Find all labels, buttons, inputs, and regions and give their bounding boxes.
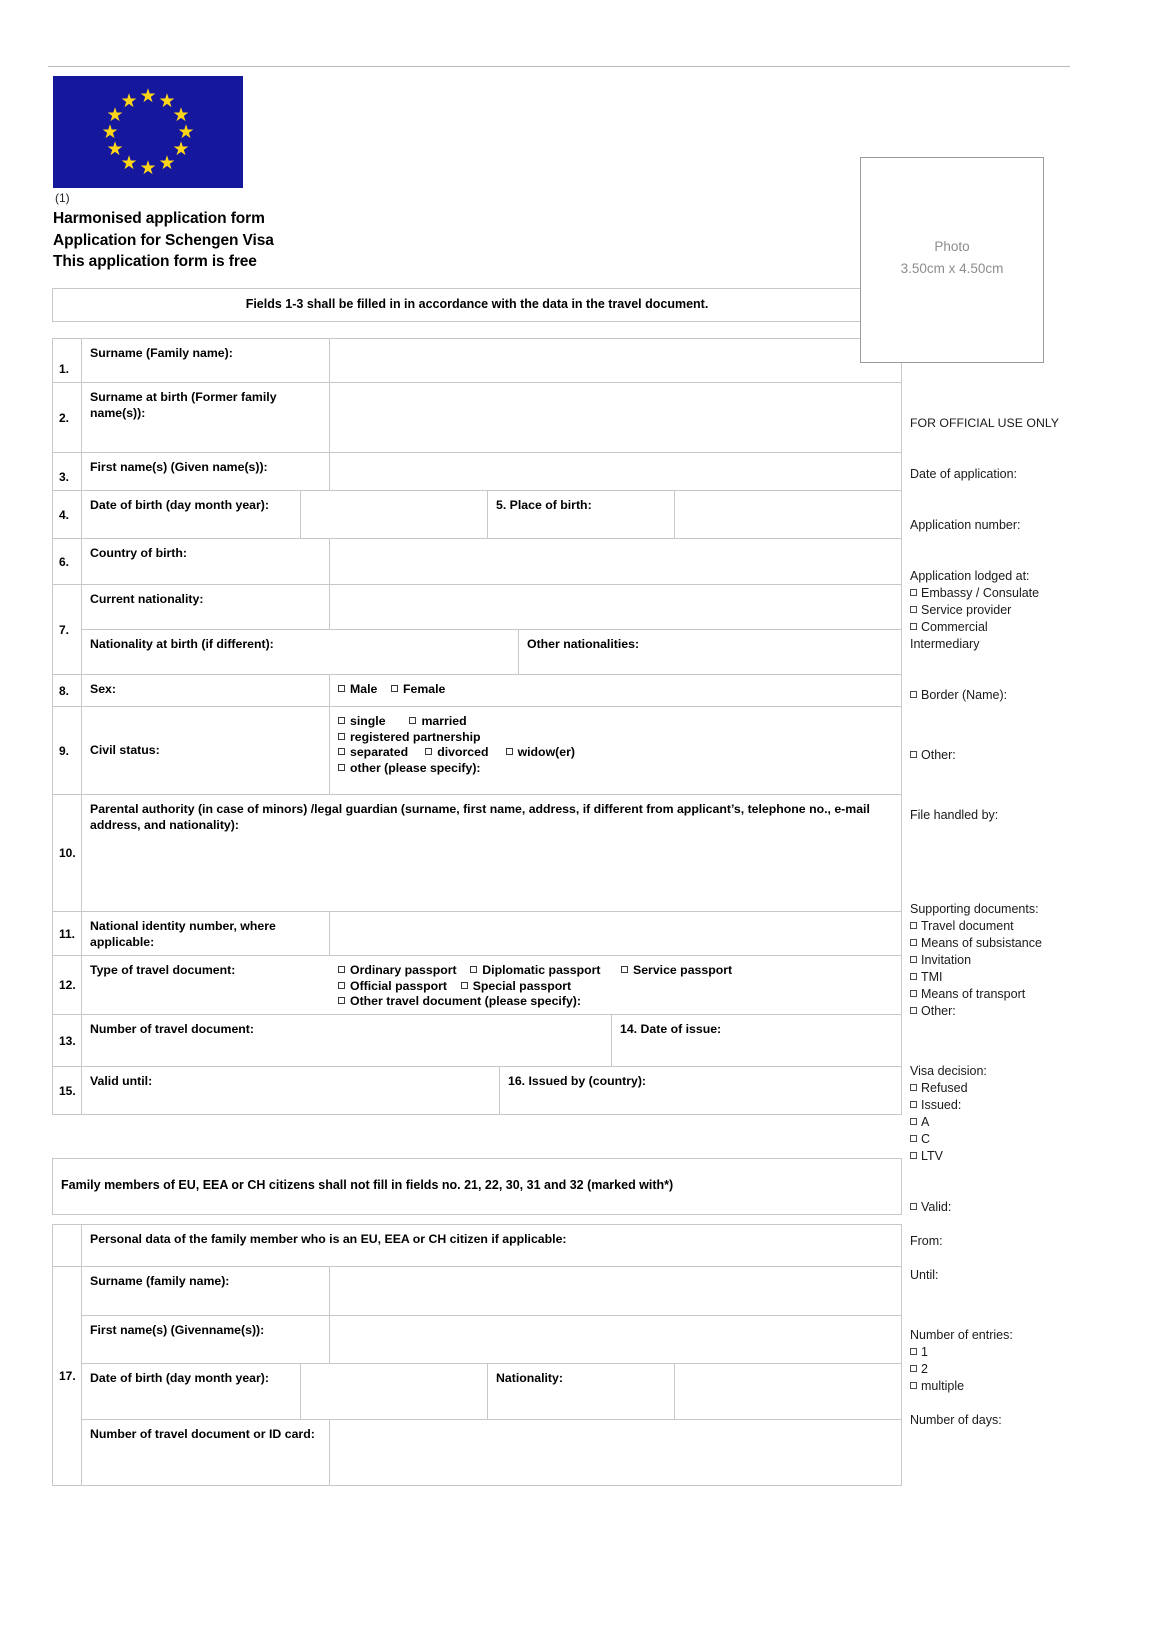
field-17-firstname-label: First name(s) (Givenname(s)): (82, 1316, 330, 1363)
checkbox-official-other[interactable] (910, 747, 1095, 764)
field-17-firstname-input[interactable] (330, 1316, 901, 1363)
official-use-title: FOR OFFICIAL USE ONLY (910, 416, 1059, 430)
checkbox-sd-travel-document[interactable] (910, 918, 1095, 935)
official-use-column (910, 415, 1095, 1429)
field-6-input[interactable] (330, 539, 901, 584)
field-12-options (330, 956, 901, 1014)
checkbox-sex-female-label: Female (403, 682, 446, 696)
checkbox-civil-other[interactable] (338, 761, 481, 777)
checkbox-civil-widow[interactable] (506, 745, 575, 761)
field-row-9-civil-status (52, 706, 902, 794)
field-9-options-line3 (338, 745, 901, 761)
field-17-surname-row (82, 1267, 901, 1315)
checkbox-icon (425, 748, 432, 755)
checkbox-sd-tmi[interactable] (910, 969, 1095, 986)
checkbox-icon (506, 748, 513, 755)
checkbox-civil-other-label: other (please specify): (350, 760, 481, 775)
field-17-docnum-label: Number of travel document or ID card: (82, 1420, 330, 1485)
checkbox-doc-diplomatic-label: Diplomatic passport (482, 963, 601, 977)
field-9-options-line1 (338, 714, 901, 730)
field-3-input[interactable] (330, 453, 901, 490)
field-17-dob-label: Date of birth (day month year): (82, 1364, 301, 1419)
checkbox-icon (910, 589, 917, 596)
photo-placeholder-text (861, 236, 1043, 280)
checkbox-civil-divorced-label: divorced (437, 745, 489, 759)
checkbox-icon (338, 997, 345, 1004)
field-7-stack (82, 585, 901, 674)
official-visa-decision-label: Visa decision: (910, 1064, 987, 1078)
field-7-current-label: Current nationality: (82, 585, 330, 629)
checkbox-lodged-service-label: Service provider (921, 603, 1012, 617)
checkbox-vd-refused[interactable] (910, 1080, 1095, 1097)
field-row-4-5-birth (52, 490, 902, 538)
field-5-input[interactable] (675, 491, 901, 538)
checkbox-vd-c-label: C (921, 1132, 931, 1146)
checkbox-icon (338, 764, 345, 771)
checkbox-icon (338, 733, 345, 740)
field-row-7-nationality (52, 584, 902, 674)
checkbox-icon (338, 685, 345, 692)
official-lodged-at-label: Application lodged at: (910, 569, 1030, 583)
checkbox-doc-other[interactable] (338, 994, 581, 1010)
field-4-input[interactable] (301, 491, 488, 538)
field-row-1-surname (52, 338, 902, 382)
field-row-2-surname-at-birth (52, 382, 902, 452)
field-17-nationality-label: Nationality: (488, 1364, 675, 1419)
checkbox-icon (910, 1084, 917, 1091)
field-9-label: Civil status: (82, 707, 330, 794)
official-number-of-days-label: Number of days: (910, 1413, 1002, 1427)
checkbox-icon (621, 966, 628, 973)
checkbox-entries-1-label: 1 (921, 1345, 928, 1359)
checkbox-icon (338, 982, 345, 989)
checkbox-lodged-commercial[interactable] (910, 619, 1095, 636)
field-17-dob-nationality-row (82, 1363, 901, 1419)
checkbox-vd-a[interactable] (910, 1114, 1095, 1131)
title-line-free: This application form is free (53, 253, 257, 270)
checkbox-doc-other-label: Other travel document (please specify): (350, 994, 581, 1008)
field-number-11: 11. (53, 912, 82, 955)
checkbox-sd-tmi-label: TMI (921, 970, 943, 984)
field-17-surname-input[interactable] (330, 1267, 901, 1315)
field-8-label: Sex: (82, 675, 330, 706)
field-2-label: Surname at birth (Former family name(s)): (82, 383, 330, 452)
checkbox-icon (910, 623, 917, 630)
field-16-label[interactable]: 16. Issued by (country): (508, 1074, 647, 1088)
checkbox-icon (338, 966, 345, 973)
checkbox-entries-1[interactable] (910, 1344, 1095, 1361)
checkbox-icon (910, 973, 917, 980)
field-number-17: 17. (53, 1267, 82, 1485)
field-11-input[interactable] (330, 912, 901, 955)
official-supporting-documents-label: Supporting documents: (910, 902, 1039, 916)
official-application-number-label: Application number: (910, 518, 1021, 532)
field-7-birth-label: Nationality at birth (if different): (82, 630, 519, 674)
field-row-12-travel-document-type (52, 955, 902, 1014)
field-1-input[interactable] (330, 339, 901, 382)
field-number-2: 2. (53, 383, 82, 452)
checkbox-sd-means-of-subsistance[interactable] (910, 935, 1095, 952)
field-17-nationality-input[interactable] (675, 1364, 901, 1419)
field-8-options (330, 675, 901, 706)
field-7-other-label: Other nationalities: (527, 637, 640, 651)
checkbox-doc-service-label: Service passport (633, 963, 733, 977)
field-12-options-line3 (338, 994, 901, 1010)
checkbox-icon (910, 1101, 917, 1108)
field-row-10-parental-authority (52, 794, 902, 911)
field-17-firstname-row (82, 1315, 901, 1363)
page-top-rule (48, 66, 1070, 67)
checkbox-civil-widow-label: widow(er) (517, 745, 575, 759)
field-row-3-first-names (52, 452, 902, 490)
checkbox-border[interactable] (910, 687, 1095, 704)
checkbox-sd-means-of-transport[interactable] (910, 986, 1095, 1003)
checkbox-doc-service-passport[interactable] (621, 963, 732, 979)
checkbox-entries-multiple[interactable] (910, 1378, 1095, 1395)
checkbox-lodged-service-provider[interactable] (910, 602, 1095, 619)
field-6-label: Country of birth: (82, 539, 330, 584)
checkbox-lodged-embassy[interactable] (910, 585, 1095, 602)
photo-size-label: 3.50cm x 4.50cm (900, 261, 1004, 276)
checkbox-icon (910, 751, 917, 758)
field-number-7: 7. (53, 585, 82, 674)
checkbox-vd-ltv[interactable] (910, 1148, 1095, 1165)
field-17-number-spacer (53, 1225, 82, 1266)
checkbox-icon (461, 982, 468, 989)
checkbox-sd-transport-label: Means of transport (921, 987, 1026, 1001)
field-1-label: Surname (Family name): (82, 339, 330, 382)
checkbox-border-label: Border (Name): (921, 688, 1008, 702)
field-number-6: 6. (53, 539, 82, 584)
checkbox-doc-diplomatic-passport[interactable] (470, 963, 600, 979)
checkbox-doc-special-label: Special passport (472, 978, 572, 993)
field-12-label: Type of travel document: (90, 963, 236, 977)
official-number-of-entries-label: Number of entries: (910, 1328, 1013, 1342)
official-from-label: From: (910, 1234, 943, 1248)
field-number-12: 12. (53, 956, 82, 1014)
checkbox-valid[interactable] (910, 1199, 1095, 1216)
checkbox-doc-official-label: Official passport (350, 978, 448, 993)
field-3-label: First name(s) (Given name(s)): (82, 453, 330, 490)
checkbox-icon (910, 1365, 917, 1372)
field-17-dob-input[interactable] (301, 1364, 488, 1419)
checkbox-icon (910, 691, 917, 698)
checkbox-valid-label: Valid: (921, 1200, 952, 1214)
field-11-label: National identity number, where applicable: (82, 912, 330, 955)
checkbox-vd-c[interactable] (910, 1131, 1095, 1148)
checkbox-sex-female[interactable] (391, 682, 445, 698)
field-row-8-sex (52, 674, 902, 706)
checkbox-civil-separated[interactable] (338, 745, 408, 761)
checkbox-icon (910, 939, 917, 946)
checkbox-icon (391, 685, 398, 692)
field-row-6-country-of-birth (52, 538, 902, 584)
field-12-options-line1 (338, 963, 901, 979)
field-5-label: 5. Place of birth: (488, 491, 675, 538)
field-15-label[interactable]: Valid until: (82, 1067, 500, 1114)
checkbox-lodged-commercial-label: Commercial (921, 620, 988, 634)
checkbox-civil-single-label: single (350, 714, 386, 728)
checkbox-entries-2[interactable] (910, 1361, 1095, 1378)
checkbox-doc-special-passport[interactable] (461, 979, 571, 995)
checkbox-vd-issued[interactable] (910, 1097, 1095, 1114)
field-number-3: 3. (53, 453, 82, 490)
official-file-handled-by-label: File handled by: (910, 808, 999, 822)
field-17-stack (82, 1267, 901, 1485)
checkbox-icon (910, 922, 917, 929)
checkbox-sd-invitation[interactable] (910, 952, 1095, 969)
official-date-of-application-label: Date of application: (910, 467, 1018, 481)
checkbox-vd-a-label: A (921, 1115, 930, 1129)
field-number-10: 10. (53, 795, 82, 911)
fields-1-3-notice-text: Fields 1-3 shall be filled in in accordance with the data in the travel document. (245, 297, 709, 311)
checkbox-vd-issued-label: Issued: (921, 1098, 962, 1112)
checkbox-doc-ordinary-label: Ordinary passport (350, 963, 457, 977)
field-12-options-line2 (338, 979, 901, 995)
field-17-docnum-row (82, 1419, 901, 1485)
checkbox-sd-invitation-label: Invitation (921, 953, 972, 967)
checkbox-icon (910, 1348, 917, 1355)
field-7-birth-other-row (82, 629, 901, 674)
checkbox-lodged-embassy-label: Embassy / Consulate (921, 586, 1040, 600)
application-fields-grid (52, 338, 902, 1115)
checkbox-sd-other[interactable] (910, 1003, 1095, 1020)
field-17-grid (52, 1224, 902, 1486)
checkbox-vd-refused-label: Refused (921, 1081, 968, 1095)
checkbox-icon (338, 748, 345, 755)
checkbox-icon (910, 1007, 917, 1014)
field-number-1: 1. (53, 339, 82, 382)
checkbox-doc-ordinary-passport[interactable] (338, 963, 457, 979)
checkbox-official-other-label: Other: (921, 748, 956, 762)
official-until-label: Until: (910, 1268, 939, 1282)
checkbox-sd-other-label: Other: (921, 1004, 956, 1018)
checkbox-icon (910, 956, 917, 963)
field-row-13-14-document-number-issue (52, 1014, 902, 1066)
checkbox-civil-divorced[interactable] (425, 745, 488, 761)
form-footnote-marker: (1) (55, 191, 70, 205)
checkbox-icon (910, 606, 917, 613)
page-title (53, 208, 274, 273)
checkbox-civil-separated-label: separated (350, 745, 409, 759)
official-lodged-commercial-continuation: Intermediary (910, 637, 980, 651)
field-7-current-input[interactable] (330, 585, 901, 629)
checkbox-icon (910, 1118, 917, 1125)
checkbox-civil-registered-partnership[interactable] (338, 730, 481, 746)
checkbox-icon (910, 990, 917, 997)
field-9-options (330, 707, 901, 794)
field-number-9: 9. (53, 707, 82, 794)
checkbox-entries-2-label: 2 (921, 1362, 928, 1376)
checkbox-icon (470, 966, 477, 973)
field-14-label[interactable]: 14. Date of issue: (620, 1022, 722, 1036)
family-members-notice (52, 1158, 902, 1215)
field-9-options-line2 (338, 730, 901, 746)
checkbox-icon (910, 1135, 917, 1142)
field-2-input[interactable] (330, 383, 901, 452)
checkbox-sex-male[interactable] (338, 682, 377, 698)
fields-1-3-notice (52, 288, 902, 322)
title-line-harmonised: Harmonised application form (53, 210, 265, 227)
checkbox-entries-multiple-label: multiple (921, 1379, 965, 1393)
field-10-label: Parental authority (in case of minors) /legal guardian (surname, first name, address, if different from applicant’s, telephone no., e-mail address, and nationality): (90, 802, 870, 832)
field-17-header-label: Personal data of the family member who is an EU, EEA or CH citizen if applicable: (90, 1232, 567, 1246)
field-4-label: Date of birth (day month year): (82, 491, 301, 538)
family-members-notice-text: Family members of EU, EEA or CH citizens shall not fill in fields no. 21, 22, 30, 31 and 32 (marked with*) (61, 1178, 674, 1192)
checkbox-sd-travel-label: Travel document (921, 919, 1014, 933)
field-number-8: 8. (53, 675, 82, 706)
photo-placeholder-box (860, 157, 1044, 363)
checkbox-icon (338, 717, 345, 724)
field-number-13: 13. (53, 1015, 82, 1066)
checkbox-icon (910, 1382, 917, 1389)
field-9-options-line4 (338, 761, 901, 777)
title-line-application: Application for Schengen Visa (53, 231, 274, 249)
field-17-body (52, 1267, 902, 1486)
eu-flag-icon: ★ ★ ★ ★ ★ ★ ★ ★ ★ ★ ★ ★ (53, 76, 243, 188)
checkbox-civil-married[interactable] (409, 714, 466, 730)
field-row-11-national-identity-number (52, 911, 902, 955)
photo-label: Photo (934, 239, 970, 254)
field-13-label[interactable]: Number of travel document: (82, 1015, 612, 1066)
checkbox-civil-married-label: married (421, 714, 467, 728)
field-17-surname-label: Surname (family name): (82, 1267, 330, 1315)
field-number-15: 15. (53, 1067, 82, 1114)
field-number-4: 4. (53, 491, 82, 538)
field-17-docnum-input[interactable] (330, 1420, 901, 1485)
checkbox-civil-registered-label: registered partnership (350, 729, 481, 744)
checkbox-civil-single[interactable] (338, 714, 386, 730)
checkbox-icon (910, 1152, 917, 1159)
checkbox-sd-subsistance-label: Means of subsistance (921, 936, 1042, 950)
field-row-15-16-valid-issued-by (52, 1066, 902, 1115)
checkbox-icon (409, 717, 416, 724)
checkbox-doc-official-passport[interactable] (338, 979, 447, 995)
checkbox-icon (910, 1203, 917, 1210)
field-17-header-row (52, 1224, 902, 1267)
field-7-current-nationality-row (82, 585, 901, 629)
checkbox-vd-ltv-label: LTV (921, 1149, 943, 1163)
checkbox-sex-male-label: Male (350, 682, 378, 696)
